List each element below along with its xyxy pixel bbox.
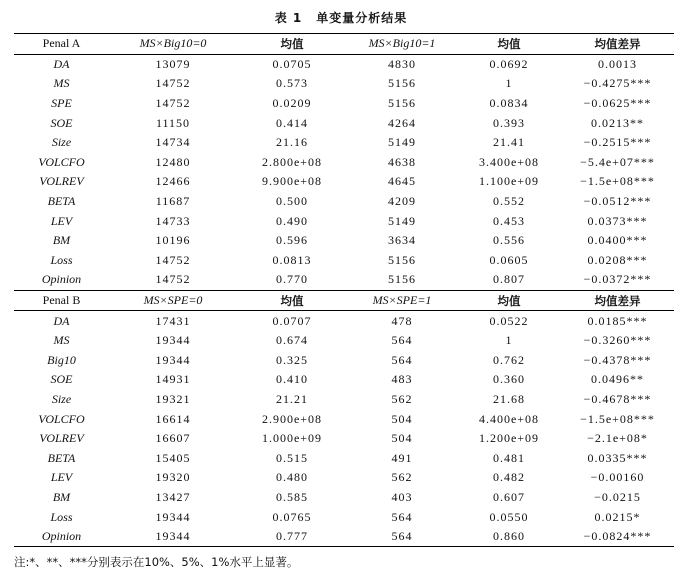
table-cell: 5156 (388, 76, 416, 91)
table-cell: 19344 (109, 527, 237, 547)
table-cell: 16607 (155, 431, 191, 446)
table-cell: 0.0208*** (587, 252, 648, 267)
table-cell: 0.770 (237, 270, 347, 290)
table-row (14, 468, 674, 488)
variable-name: MS (53, 76, 70, 91)
variable-name: Opinion (14, 270, 109, 290)
table-row (14, 211, 674, 231)
table-caption (0, 9, 682, 26)
table-cell: 14752 (155, 252, 191, 267)
table-cell: 19320 (155, 470, 191, 485)
table-row (14, 231, 674, 251)
table-cell: 0.482 (493, 470, 525, 485)
table-cell: 0.0335*** (587, 450, 648, 465)
table-cell: 13079 (155, 56, 191, 71)
table-cell: 5156 (388, 96, 416, 111)
table-cell: 0.585 (276, 489, 308, 504)
table-cell: 0.607 (493, 489, 525, 504)
table-row (14, 172, 674, 192)
table-row (14, 409, 674, 429)
table-cell: 1 (505, 76, 513, 91)
table-cell: 0.490 (276, 213, 308, 228)
table-cell: 0.807 (457, 270, 561, 290)
variable-name: BM (52, 233, 71, 248)
variable-name: VOLREV (39, 431, 84, 446)
table-cell: 0.481 (493, 450, 525, 465)
table-cell: 21.41 (493, 135, 525, 150)
table-cell: 0.0705 (272, 56, 312, 71)
table-row (14, 192, 674, 212)
table-cell: 14752 (155, 76, 191, 91)
table-cell: 19321 (155, 391, 191, 406)
table-cell: 3634 (388, 233, 416, 248)
table-cell: 12480 (155, 154, 191, 169)
table-cell: 5149 (388, 135, 416, 150)
table-cell: 14752 (155, 96, 191, 111)
table-cell: 19344 (155, 352, 191, 367)
table-cell: 564 (391, 333, 413, 348)
table-cell: 19344 (155, 509, 191, 524)
variable-name: LEV (50, 213, 73, 228)
panel-b-group1-mean-header: 均值 (457, 290, 561, 311)
variable-name: VOLCFO (38, 411, 85, 426)
table-cell: 21.16 (276, 135, 308, 150)
table-cell: 5156 (388, 252, 416, 267)
table-number: 表 1 (274, 11, 303, 25)
panel-b-group0-mean-header: 均值 (237, 290, 347, 311)
variable-name: DA (53, 56, 70, 71)
table-cell: 0.360 (493, 372, 525, 387)
table-cell: −0.0372*** (561, 270, 674, 290)
panel-a-group1-mean-header: 均值 (457, 34, 561, 55)
table-cell: 0.674 (276, 333, 308, 348)
table-cell: 0.762 (493, 352, 525, 367)
table-cell: 4645 (388, 174, 416, 189)
table-cell: −0.4275*** (583, 76, 652, 91)
variable-name: Size (51, 135, 72, 150)
table-cell: 10196 (155, 233, 191, 248)
table-row (14, 153, 674, 173)
variable-name: Big10 (47, 352, 76, 367)
table-cell: 0.414 (276, 115, 308, 130)
table-cell: −0.4678*** (583, 391, 652, 406)
table-cell: 403 (391, 489, 413, 504)
table-row (14, 133, 674, 153)
variable-name: VOLCFO (38, 154, 85, 169)
table-cell: 1.100e+09 (478, 174, 540, 189)
panel-a-label: Penal A (14, 34, 109, 55)
panel-b-header (14, 290, 674, 311)
panel-a-group1-count-header: MS×Big10=1 (347, 34, 457, 55)
table-row (14, 251, 674, 271)
table-cell: 0.0215* (594, 509, 641, 524)
table-title: 单变量分析结果 (316, 11, 408, 25)
table-cell: 1 (505, 333, 513, 348)
table-cell: 14931 (155, 372, 191, 387)
table-cell: 0.500 (276, 194, 308, 209)
table-row (14, 113, 674, 133)
table-cell: 21.21 (276, 391, 308, 406)
table-cell: 0.0496** (591, 372, 644, 387)
table-cell: −0.0215 (594, 489, 641, 504)
table-cell: 0.0834 (489, 96, 529, 111)
table-cell: 19344 (155, 333, 191, 348)
table-cell: 4830 (388, 56, 416, 71)
table-cell: 0.0213** (591, 115, 644, 130)
table-cell: 0.0209 (272, 96, 312, 111)
table-cell: 21.68 (493, 391, 525, 406)
variable-name: MS (53, 333, 70, 348)
table-cell: 0.0013 (598, 56, 637, 71)
table-cell: 3.400e+08 (478, 154, 540, 169)
table-cell: 562 (391, 391, 413, 406)
variable-name: DA (53, 313, 70, 328)
variable-name: VOLREV (39, 174, 84, 189)
table-cell: 504 (391, 411, 413, 426)
table-cell: 4209 (388, 194, 416, 209)
table-cell: −0.3260*** (583, 333, 652, 348)
table-cell: 0.860 (457, 527, 561, 547)
table-cell: 1.000e+09 (261, 431, 323, 446)
table-cell: 4264 (388, 115, 416, 130)
table-cell: 0.393 (493, 115, 525, 130)
table-row (14, 488, 674, 508)
table-cell: 14734 (155, 135, 191, 150)
table-row (14, 351, 674, 371)
significance-note: 注:*、**、***分别表示在10%、5%、1%水平上显著。 (14, 555, 299, 569)
table-row (14, 429, 674, 449)
table-cell: 0.556 (493, 233, 525, 248)
table-cell: 0.0522 (489, 313, 529, 328)
table-row (14, 311, 674, 331)
table-row (14, 527, 674, 547)
table-cell: −0.2515*** (583, 135, 652, 150)
table-cell: −2.1e+08* (587, 431, 648, 446)
table-cell: 0.0707 (272, 313, 312, 328)
table-row (14, 54, 674, 74)
table-cell: 0.0765 (272, 509, 312, 524)
table-row (14, 270, 674, 290)
table-cell: 2.800e+08 (261, 154, 323, 169)
table-row (14, 94, 674, 114)
table-cell: 13427 (155, 489, 191, 504)
table-cell: −1.5e+08*** (580, 174, 655, 189)
table-row (14, 331, 674, 351)
variable-name: Loss (50, 509, 73, 524)
panel-b-group0-count-header: MS×SPE=0 (109, 290, 237, 311)
table-row (14, 390, 674, 410)
table-cell: 0.0185*** (587, 313, 648, 328)
table-cell: 478 (391, 313, 413, 328)
table-cell: 0.325 (276, 352, 308, 367)
variable-name: Opinion (14, 527, 109, 547)
panel-b-diff-header: 均值差异 (561, 290, 674, 311)
table-cell: 0.0400*** (587, 233, 648, 248)
table-cell: −5.4e+07*** (580, 154, 655, 169)
table-cell: 4.400e+08 (478, 411, 540, 426)
table-cell: 0.0373*** (587, 213, 648, 228)
table-cell: 562 (391, 470, 413, 485)
table-row (14, 507, 674, 527)
table-row (14, 448, 674, 468)
table-cell: 11687 (155, 194, 191, 209)
table-cell: 0.777 (237, 527, 347, 547)
table-cell: 17431 (155, 313, 191, 328)
table-cell: 5156 (347, 270, 457, 290)
panel-b-label: Penal B (14, 290, 109, 311)
table-cell: 0.0813 (272, 252, 312, 267)
table-cell: 12466 (155, 174, 191, 189)
table-cell: 0.480 (276, 470, 308, 485)
variable-name: Loss (50, 252, 73, 267)
table-cell: 2.900e+08 (261, 411, 323, 426)
table-cell: 0.453 (493, 213, 525, 228)
table-cell: 1.200e+09 (478, 431, 540, 446)
variable-name: Size (51, 391, 72, 406)
table-cell: 0.573 (276, 76, 308, 91)
table-cell: 16614 (155, 411, 191, 426)
table-cell: 483 (391, 372, 413, 387)
table-cell: 564 (391, 509, 413, 524)
table-cell: 564 (391, 352, 413, 367)
table-row (14, 370, 674, 390)
panel-a-body (14, 54, 674, 290)
table-cell: −0.0625*** (583, 96, 652, 111)
table-cell: 11150 (155, 115, 191, 130)
panel-b-group1-count-header: MS×SPE=1 (347, 290, 457, 311)
table-cell: 491 (391, 450, 413, 465)
table-cell: −0.0824*** (561, 527, 674, 547)
table-cell: 0.0605 (489, 252, 529, 267)
table-cell: −0.0512*** (583, 194, 652, 209)
variable-name: SOE (50, 115, 73, 130)
table-cell: 14752 (109, 270, 237, 290)
table-cell: 0.410 (276, 372, 308, 387)
univariate-analysis-table (14, 33, 674, 547)
variable-name: SOE (50, 372, 73, 387)
table-cell: 15405 (155, 450, 191, 465)
variable-name: SPE (51, 96, 72, 111)
table-cell: 0.0692 (489, 56, 529, 71)
table-cell: 0.0550 (489, 509, 529, 524)
panel-a-header (14, 34, 674, 55)
variable-name: BM (52, 489, 71, 504)
variable-name: BETA (47, 450, 76, 465)
table-row (14, 74, 674, 94)
table-cell: 564 (347, 527, 457, 547)
table-cell: 9.900e+08 (261, 174, 323, 189)
variable-name: LEV (50, 470, 73, 485)
table-cell: 4638 (388, 154, 416, 169)
table-cell: 0.596 (276, 233, 308, 248)
table-cell: 5149 (388, 213, 416, 228)
table-cell: −0.4378*** (583, 352, 652, 367)
table-cell: 504 (391, 431, 413, 446)
panel-a-diff-header: 均值差异 (561, 34, 674, 55)
panel-a-group0-count-header: MS×Big10=0 (109, 34, 237, 55)
panel-a-group0-mean-header: 均值 (237, 34, 347, 55)
table-cell: −1.5e+08*** (580, 411, 655, 426)
table-cell: 0.515 (276, 450, 308, 465)
panel-b-body (14, 311, 674, 547)
variable-name: BETA (47, 194, 76, 209)
table-cell: −0.00160 (590, 470, 645, 485)
table-cell: 14733 (155, 213, 191, 228)
table-cell: 0.552 (493, 194, 525, 209)
